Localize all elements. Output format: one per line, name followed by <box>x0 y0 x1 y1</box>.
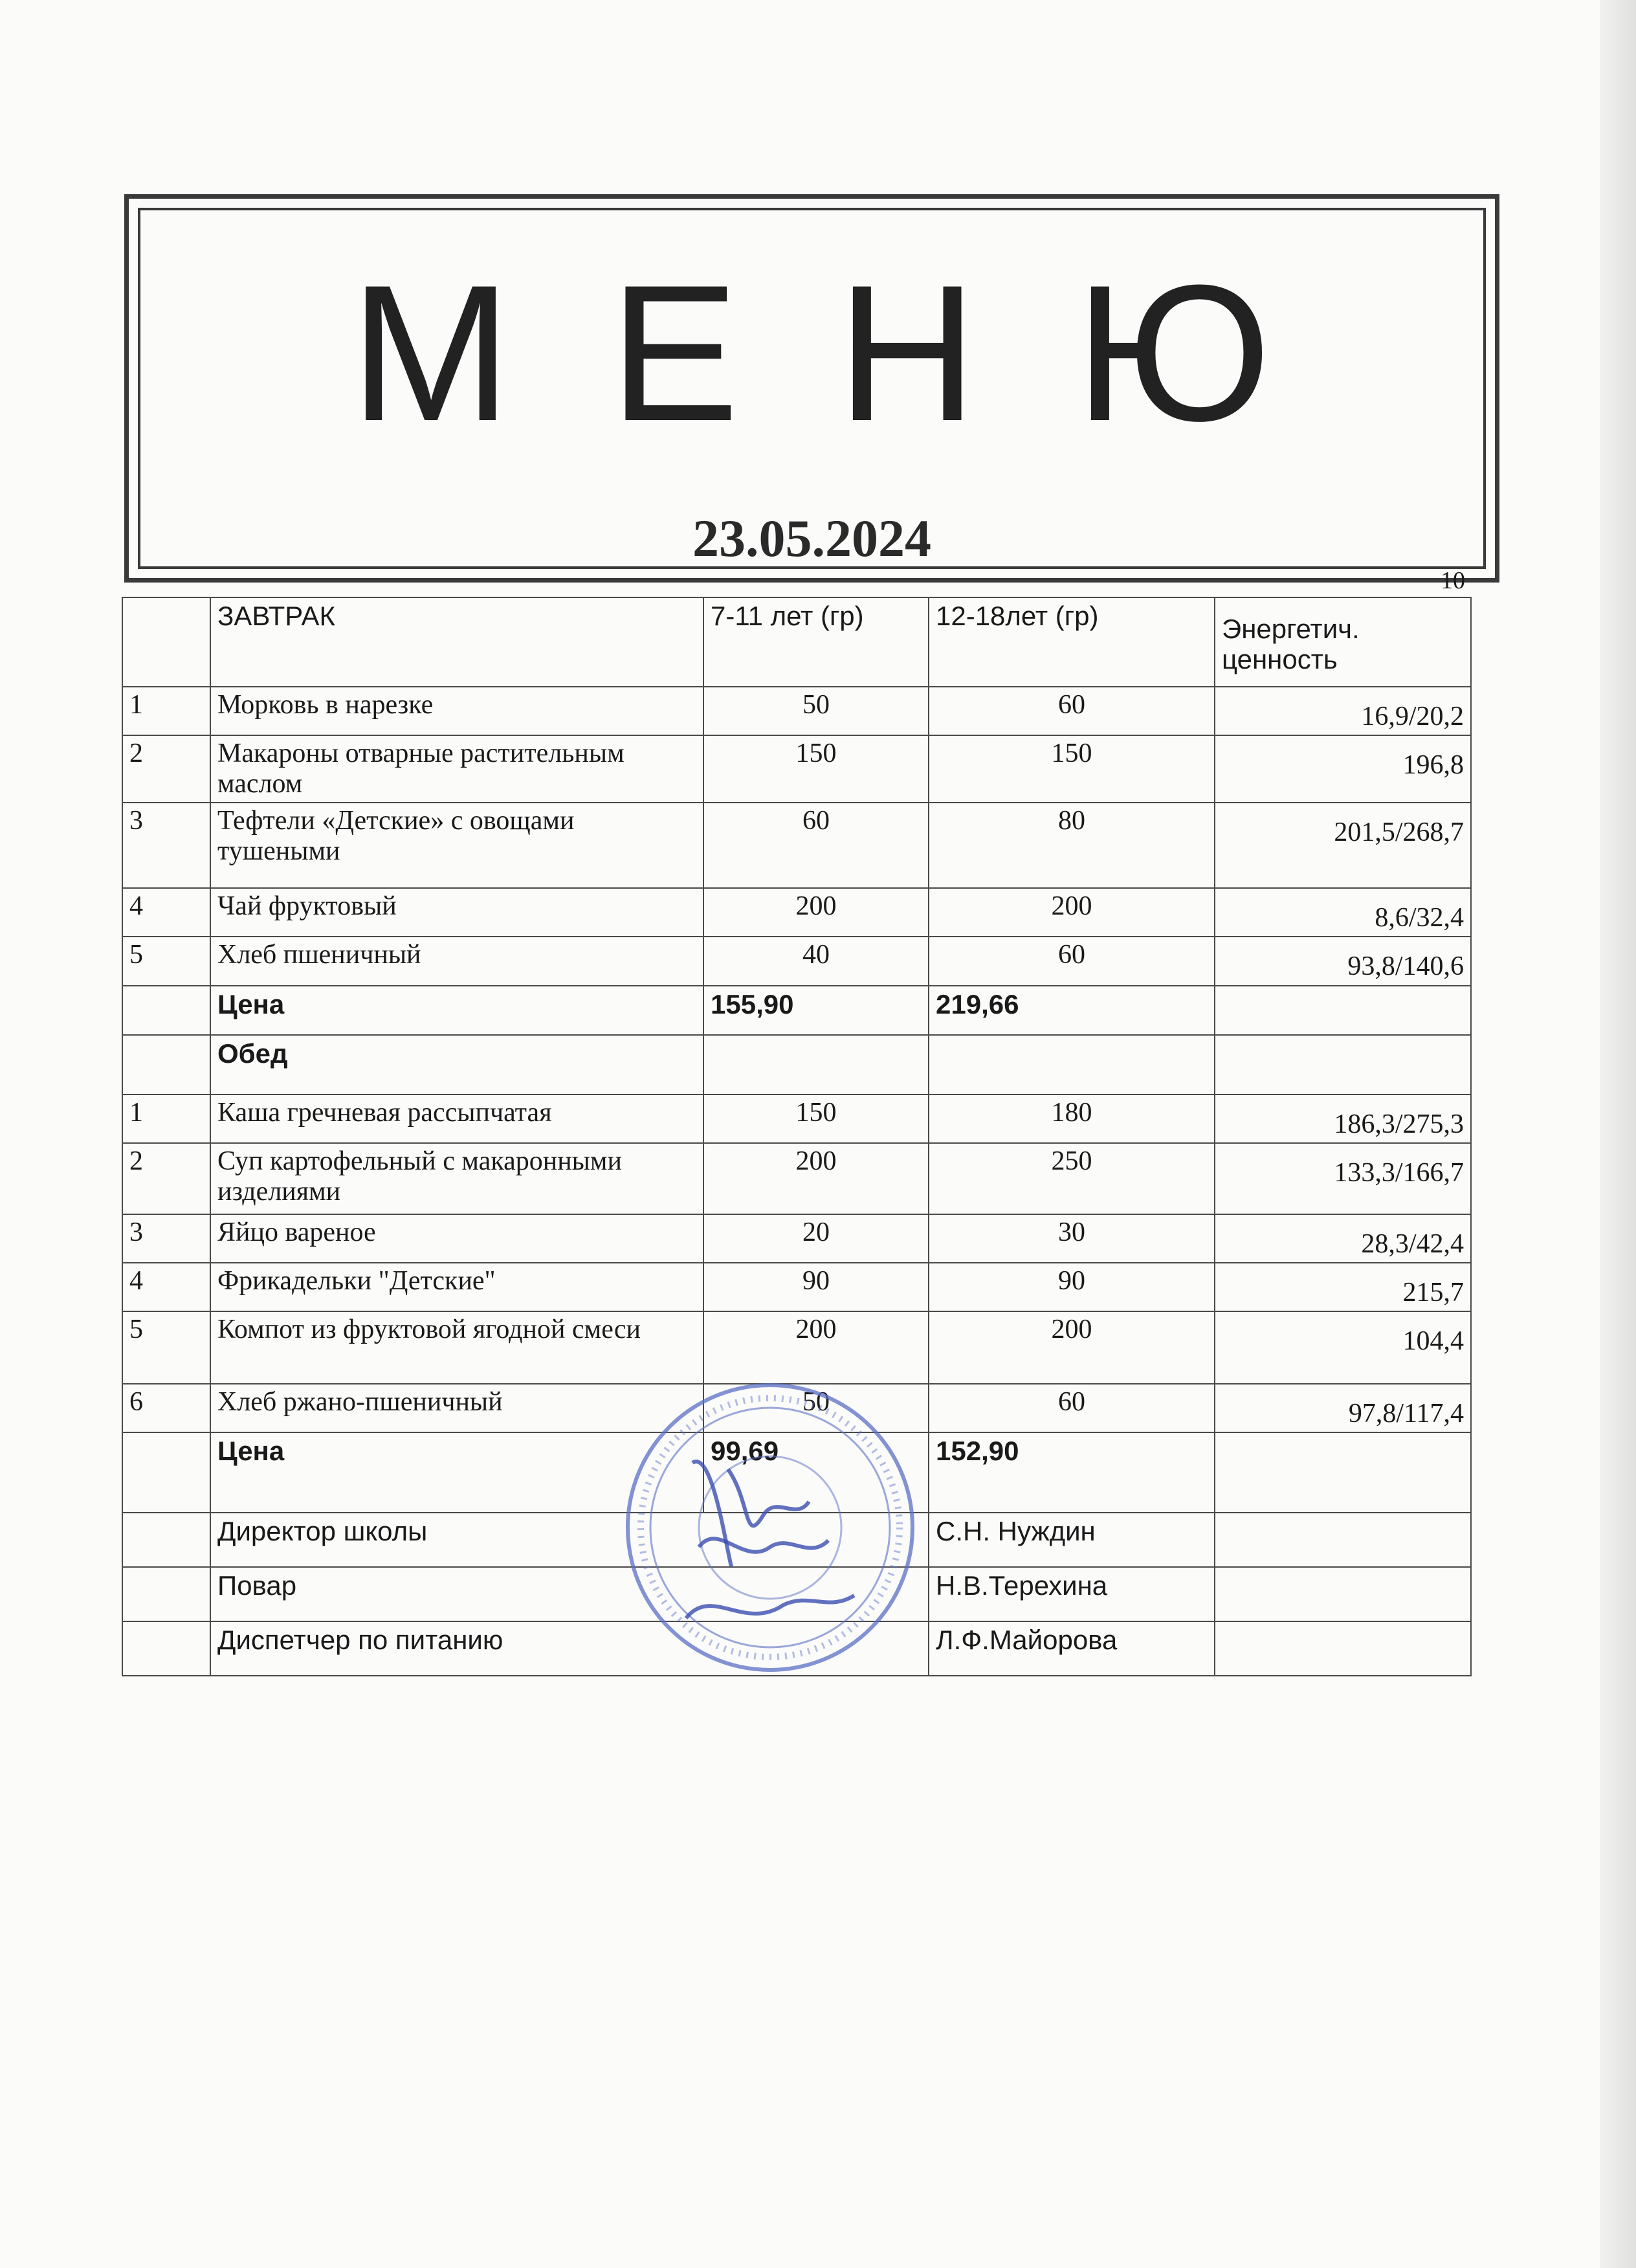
signature-row <box>122 1567 1471 1621</box>
row-number: 2 <box>122 1143 210 1214</box>
dish-name: Яйцо вареное <box>210 1214 703 1263</box>
portion-7-11: 50 <box>703 687 929 735</box>
price-label: Цена <box>210 1432 703 1513</box>
signature-role: Директор школы <box>210 1513 929 1567</box>
portion-12-18: 60 <box>929 937 1215 986</box>
empty-cell <box>122 1432 210 1513</box>
table-row <box>122 937 1471 986</box>
table-row <box>122 888 1471 937</box>
table-header-row <box>122 597 1471 687</box>
price-7-11: 155,90 <box>703 986 929 1035</box>
energy-value: 104,4 <box>1215 1311 1471 1384</box>
menu-date: 23.05.2024 <box>692 509 931 568</box>
dish-name: Хлеб пшеничный <box>210 937 703 986</box>
signature-role: Повар <box>210 1567 929 1621</box>
portion-7-11: 150 <box>703 1095 929 1143</box>
portion-7-11: 90 <box>703 1263 929 1311</box>
table-row <box>122 1263 1471 1311</box>
energy-value: 133,3/166,7 <box>1215 1143 1471 1214</box>
table-row <box>122 1384 1471 1432</box>
dish-name: Каша гречневая рассыпчатая <box>210 1095 703 1143</box>
portion-7-11: 150 <box>703 735 929 803</box>
energy-value: 28,3/42,4 <box>1215 1214 1471 1263</box>
empty-cell <box>122 1621 210 1676</box>
table-row <box>122 1311 1471 1384</box>
energy-value: 93,8/140,6 <box>1215 937 1471 986</box>
portion-7-11: 20 <box>703 1214 929 1263</box>
portion-7-11: 200 <box>703 1143 929 1214</box>
col-energy: Энергетич. ценность <box>1215 597 1471 687</box>
empty-cell <box>122 1513 210 1567</box>
empty-cell <box>1215 1035 1471 1095</box>
empty-cell <box>122 1035 210 1095</box>
energy-value: 215,7 <box>1215 1263 1471 1311</box>
table-row <box>122 803 1471 888</box>
scan-edge-shadow <box>1600 0 1636 2268</box>
portion-7-11: 200 <box>703 1311 929 1384</box>
section-lunch-header: Обед <box>210 1035 703 1095</box>
portion-12-18: 30 <box>929 1214 1215 1263</box>
col-age-12-18: 12-18лет (гр) <box>929 597 1215 687</box>
portion-12-18: 250 <box>929 1143 1215 1214</box>
table-row <box>122 1095 1471 1143</box>
signature-role: Диспетчер по питанию <box>210 1621 929 1676</box>
empty-cell <box>122 1567 210 1621</box>
empty-cell <box>703 1035 929 1095</box>
portion-7-11: 50 <box>703 1384 929 1432</box>
price-12-18: 152,90 <box>929 1432 1215 1513</box>
row-number: 3 <box>122 803 210 888</box>
signature-row <box>122 1621 1471 1676</box>
header-frame <box>124 194 1499 583</box>
empty-cell <box>122 986 210 1035</box>
empty-cell <box>1215 1567 1471 1621</box>
row-number: 5 <box>122 937 210 986</box>
table-row <box>122 735 1471 803</box>
energy-value: 186,3/275,3 <box>1215 1095 1471 1143</box>
menu-table <box>122 597 1472 1676</box>
price-row-lunch <box>122 1432 1471 1513</box>
col-age-7-11: 7-11 лет (гр) <box>703 597 929 687</box>
table-row <box>122 1214 1471 1263</box>
row-number: 4 <box>122 1263 210 1311</box>
portion-12-18: 150 <box>929 735 1215 803</box>
row-number: 3 <box>122 1214 210 1263</box>
header-num-cell <box>122 597 210 687</box>
table-row <box>122 1143 1471 1214</box>
row-number: 4 <box>122 888 210 937</box>
dish-name: Суп картофельный с макаронными изделиями <box>210 1143 703 1214</box>
empty-cell <box>1215 986 1471 1035</box>
energy-value: 16,9/20,2 <box>1215 687 1471 735</box>
signature-name: Л.Ф.Майорова <box>929 1621 1215 1676</box>
signature-row <box>122 1513 1471 1567</box>
dish-name: Макароны отварные растительным маслом <box>210 735 703 803</box>
section-lunch-row <box>122 1035 1471 1095</box>
page-number: 10 <box>1441 567 1465 594</box>
energy-value: 196,8 <box>1215 735 1471 803</box>
menu-title: М Е Н Ю <box>349 244 1274 461</box>
header-inner-frame <box>138 208 1486 569</box>
row-number: 2 <box>122 735 210 803</box>
table-row <box>122 687 1471 735</box>
row-number: 1 <box>122 1095 210 1143</box>
portion-12-18: 180 <box>929 1095 1215 1143</box>
energy-value: 97,8/117,4 <box>1215 1384 1471 1432</box>
portion-12-18: 60 <box>929 687 1215 735</box>
dish-name: Тефтели «Детские» с овощами тушеными <box>210 803 703 888</box>
dish-name: Морковь в нарезке <box>210 687 703 735</box>
dish-name: Чай фруктовый <box>210 888 703 937</box>
price-7-11: 99,69 <box>703 1432 929 1513</box>
empty-cell <box>1215 1621 1471 1676</box>
row-number: 1 <box>122 687 210 735</box>
empty-cell <box>1215 1432 1471 1513</box>
price-label: Цена <box>210 986 703 1035</box>
portion-12-18: 200 <box>929 888 1215 937</box>
portion-7-11: 60 <box>703 803 929 888</box>
portion-12-18: 80 <box>929 803 1215 888</box>
price-row-breakfast <box>122 986 1471 1035</box>
portion-7-11: 40 <box>703 937 929 986</box>
row-number: 6 <box>122 1384 210 1432</box>
portion-7-11: 200 <box>703 888 929 937</box>
portion-12-18: 60 <box>929 1384 1215 1432</box>
empty-cell <box>1215 1513 1471 1567</box>
portion-12-18: 90 <box>929 1263 1215 1311</box>
dish-name: Компот из фруктовой ягодной смеси <box>210 1311 703 1384</box>
energy-value: 8,6/32,4 <box>1215 888 1471 937</box>
row-number: 5 <box>122 1311 210 1384</box>
empty-cell <box>929 1035 1215 1095</box>
portion-12-18: 200 <box>929 1311 1215 1384</box>
price-12-18: 219,66 <box>929 986 1215 1035</box>
section-breakfast-header: ЗАВТРАК <box>210 597 703 687</box>
energy-value: 201,5/268,7 <box>1215 803 1471 888</box>
signature-name: Н.В.Терехина <box>929 1567 1215 1621</box>
dish-name: Хлеб ржано-пшеничный <box>210 1384 703 1432</box>
signature-name: С.Н. Нуждин <box>929 1513 1215 1567</box>
dish-name: Фрикадельки "Детские" <box>210 1263 703 1311</box>
